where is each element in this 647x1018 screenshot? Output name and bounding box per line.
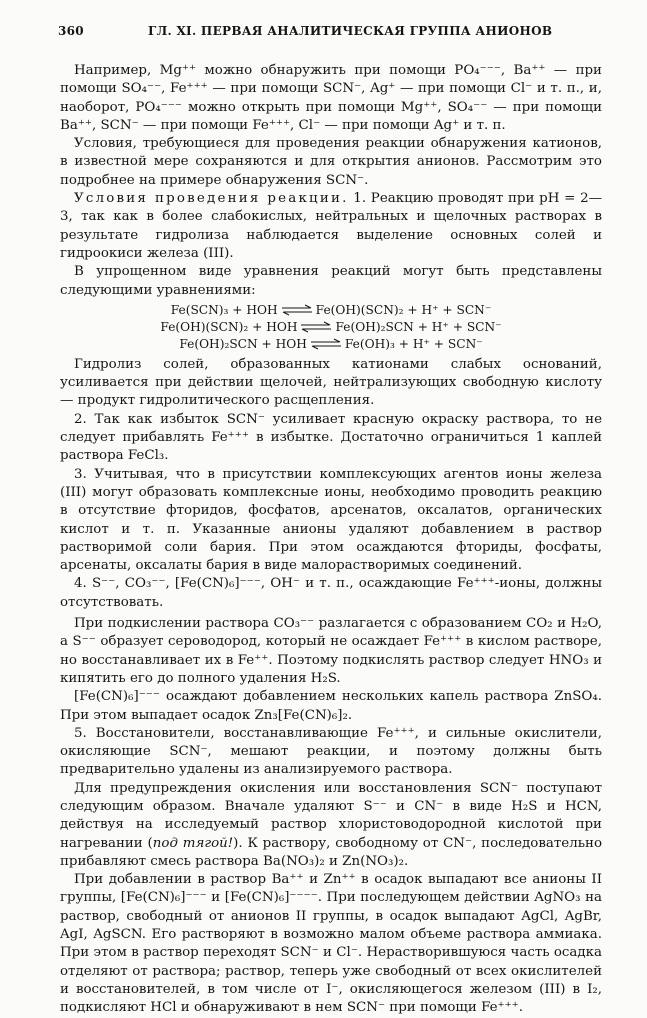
running-header — [58, 24, 598, 44]
equation-line — [60, 302, 602, 319]
equilibrium-arrow-icon — [310, 338, 342, 350]
italic-note: под тягой! — [152, 835, 234, 851]
equation-right: Fe(OH)(SCN)₂ + H⁺ + SCN⁻ — [315, 302, 492, 317]
paragraph: Гидролиз солей, образованных катионами слабых оснований, усиливается при действии щелочей, нейтрализующих свободную кислоту — продукт гидролитического расщепления. — [60, 356, 602, 409]
paragraph: При добавлении в раствор Ba⁺⁺ и Zn⁺⁺ в осадок выпадают все анионы II группы, [Fe(CN)₆]⁻⁻⁻ и [Fe(CN)₆]⁻⁻⁻⁻. При последующем действии AgNO₃ на раствор, свободный от анионов II группы, в осадок выпадают AgCl, AgBr, AgI, AgSCN. Его растворяют в возможно малом объеме раствора аммиака. При этом в раствор переходят SCN⁻ и Cl⁻. Нерастворившуюся часть осадка отделяют от раствора; раствор, теперь уже свободный от всех окислителей и восстановителей, в том числе от I⁻, окисляющегося железом (III) в I₂, подкисляют HCl и обнаруживают в нем SCN⁻ при помощи Fe⁺⁺⁺. — [60, 872, 602, 1016]
equation-block — [60, 302, 602, 353]
equilibrium-arrow-icon — [300, 321, 332, 333]
equilibrium-arrow-icon — [281, 304, 313, 316]
equation-line — [60, 319, 602, 336]
equation-line — [60, 336, 602, 353]
prevention-paragraph — [60, 780, 602, 871]
paragraph: 2. Так как избыток SCN⁻ усиливает красную окраску раствора, то не следует прибавлять Fe⁺⁺⁺ в избытке. Достаточно ограничиться 1 каплей раствора FeCl₃. — [60, 411, 602, 464]
paragraph: Условия, требующиеся для проведения реакции обнаружения катионов, в известной мере сохраняются и для открытия анионов. Рассмотрим это подробнее на примере обнаружения SCN⁻. — [60, 136, 602, 188]
conditions-text: 1. Реакцию проводят при pH = 2—3, так как в более слабокислых, нейтральных и щелочных растворах в результате гидролиза наблюдается выделение основных солей и гидроокиси железа (III). — [60, 191, 602, 261]
equation-right: Fe(OH)₃ + H⁺ + SCN⁻ — [344, 336, 483, 351]
equation-left: Fe(OH)(SCN)₂ + HOH — [160, 319, 298, 334]
conditions-paragraph — [60, 190, 602, 263]
paragraph: Например, Mg⁺⁺ можно обнаружить при помощи PO₄⁻⁻⁻, Ba⁺⁺ — при помощи SO₄⁻⁻, Fe⁺⁺⁺ — при помощи SCN⁻, Ag⁺ — при помощи Cl⁻ и т. п., и, наоборот, PO₄⁻⁻⁻ можно открыть при помощи Mg⁺⁺, SO₄⁻⁻ — при помощи Ba⁺⁺, SCN⁻ — при помощи Fe⁺⁺⁺, Cl⁻ — при помощи Ag⁺ и т. п. — [60, 63, 602, 133]
equation-left: Fe(OH)₂SCN + HOH — [179, 336, 307, 351]
paragraph: 3. Учитывая, что в присутствии комплексующих агентов ионы железа (III) могут образовать комплексные ионы, необходимо проводить реакцию в отсутствие фторидов, фосфатов, арсенатов, оксалатов, органических кислот и т. п. Указанные анионы удаляют добавлением в раствор растворимой соли бария. При этом осаждаются фториды, фосфаты, арсенаты, оксалаты бария в виде малорастворимых соединений. — [60, 466, 602, 574]
chapter-title: ГЛ. XI. ПЕРВАЯ АНАЛИТИЧЕСКАЯ ГРУППА АНИОНОВ — [148, 24, 553, 38]
conditions-heading: Условия проведения реакции. — [74, 191, 349, 207]
prevention-text-before: Для предупреждения окисления или восстановления SCN⁻ поступают следующим образом. Вначале удаляют S⁻⁻ и CN⁻ в виде H₂S и HCN, действуя на исследуемый раствор хлористоводородной кислотой при нагревании ( — [60, 780, 602, 851]
prevention-text-after: ). К раствору, свободному от CN⁻, последовательно прибавляют смесь раствора Ba(NO₃)₂ и Zn(NO₃)₂. — [60, 835, 603, 869]
equation-right: Fe(OH)₂SCN + H⁺ + SCN⁻ — [335, 319, 502, 334]
paragraph: 5. Восстановители, восстанавливающие Fe⁺⁺⁺, и сильные окислители, окисляющие SCN⁻, мешают реакции, и поэтому должны быть предварительно удалены из анализируемого раствора. — [60, 725, 602, 778]
paragraph: [Fe(CN)₆]⁻⁻⁻ осаждают добавлением нескольких капель раствора ZnSO₄. При этом выпадает осадок Zn₃[Fe(CN)₆]₂. — [60, 689, 602, 723]
page-body — [60, 62, 602, 1018]
page-number: 360 — [58, 24, 84, 38]
paragraph: При подкислении раствора CO₃⁻⁻ разлагается с образованием CO₂ и H₂O, а S⁻⁻ образует сероводород, который не осаждает Fe⁺⁺⁺ в кислом растворе, но восстанавливает их в Fe⁺⁺. Поэтому подкислять раствор следует HNO₃ и кипятить его до полного удаления H₂S. — [60, 616, 602, 686]
equations-intro: В упрощенном виде уравнения реакций могут быть представлены следующими уравнениями: — [60, 264, 602, 298]
equation-left: Fe(SCN)₃ + HOH — [170, 302, 278, 317]
paragraph: 4. S⁻⁻, CO₃⁻⁻, [Fe(CN)₆]⁻⁻⁻, OH⁻ и т. п., осаждающие Fe⁺⁺⁺-ионы, должны отсутствовать. — [60, 576, 602, 610]
